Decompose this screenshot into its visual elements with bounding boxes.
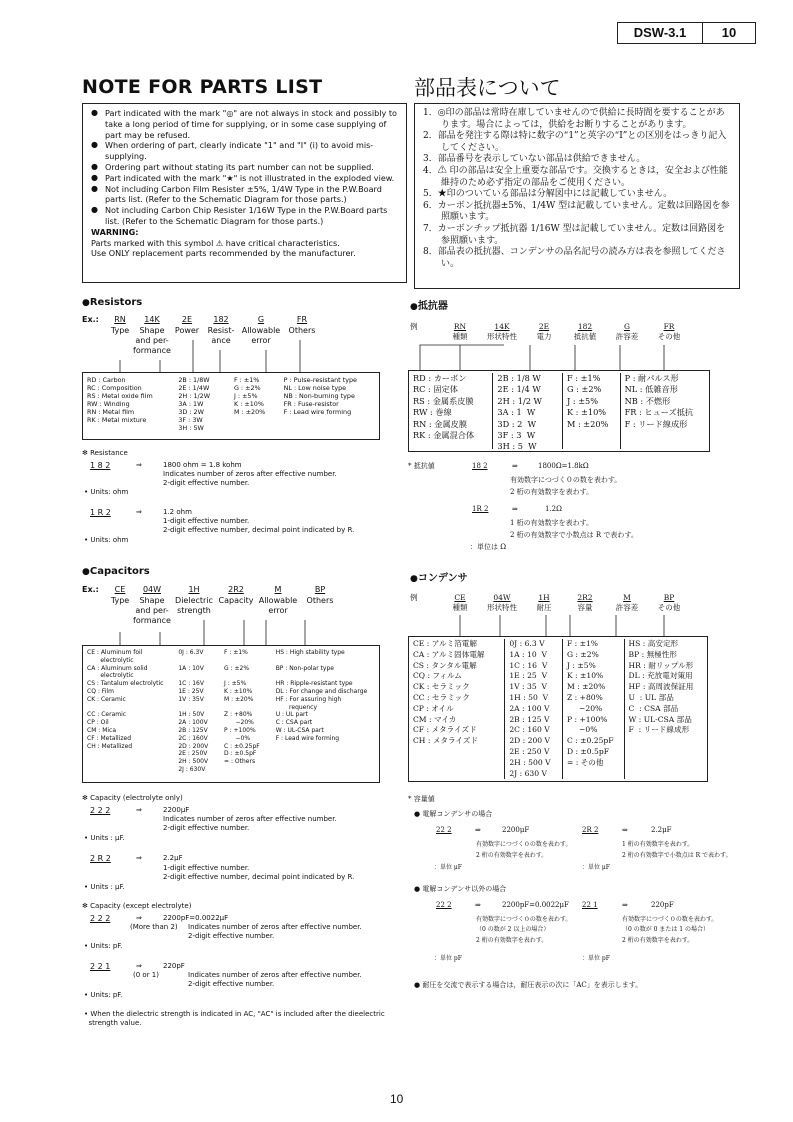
- ac-note-jp: ● 耐圧を交流で表示する場合は，耐圧表示の次に「AC」を表示します。: [414, 981, 643, 989]
- el-title-jp: ● 電解コンデンサの場合: [414, 810, 493, 818]
- nel-title-jp: ● 電解コンデンサ以外の場合: [414, 885, 507, 893]
- capacitor-error-jp: F : ±1% G : ±2% J : ±5% K : ±10% M : ±20% Z : +80% −20% P : +100% −0% C : ±0.25pF D : ±0.5pF = : その他: [562, 639, 624, 779]
- cap-jp-ex1-value: 2200μF: [502, 826, 530, 834]
- capacitor-voltage: 0J : 6.3V 1A : 10V 1C : 16V 1E : 25V 1V : 35V 1H : 50V 2A : 100V 2B : 125V 2C : 160V 2D : 200V 2E : 250V 2H : 500V 2J : 630V: [178, 649, 209, 773]
- cap-jp-ex3-desc1b: （0 の数が 2 以上の場合）: [476, 926, 550, 933]
- code-voltage-jp: 1H: [538, 593, 550, 602]
- code-capacity-jp: 2R2: [577, 593, 593, 602]
- arrow-icon: ⇒: [136, 854, 142, 862]
- label-others: Others: [306, 596, 334, 605]
- code-shape-jp: 14K: [494, 322, 510, 331]
- code-shape-jp: 04W: [493, 593, 511, 602]
- arrow-icon: ⇒: [512, 462, 518, 470]
- label-type-jp: 種類: [452, 603, 468, 612]
- label-capacity-jp: 容量: [577, 603, 593, 612]
- res-ex2-code: 1 R 2: [90, 508, 111, 517]
- cap-jp-ex3-code: 22 2: [436, 901, 452, 909]
- res-ex2-value: 1.2 ohm: [163, 508, 192, 516]
- cap-ex3-more: (More than 2): [130, 923, 178, 931]
- cap-jp-ex3-desc1: 有効数字につづく０の数を表わす。: [476, 916, 572, 923]
- cap-jp-ex1-unit: ：単位 μF: [434, 864, 462, 871]
- resistor-label-row: [82, 326, 322, 356]
- arrow-icon: ⇒: [136, 962, 142, 970]
- cap-jp-ex3-unit: ：単位 pF: [434, 955, 462, 962]
- arrow-icon: ⇒: [475, 901, 481, 909]
- resistor-others-jp: P : 耐パルス形 NL : 低雑音形 NB : 不燃形 FR : ヒューズ抵抗 F : リード線成形: [620, 373, 705, 449]
- code-error-jp: M: [623, 593, 631, 602]
- cap-jp-ex1-desc2: 2 桁の有効数字を表わす。: [476, 852, 548, 859]
- res-jp-ex2-value: 1.2Ω: [545, 505, 562, 513]
- code-error-jp: G: [624, 322, 630, 331]
- cap-ex4-code: 2 2 1: [90, 962, 111, 971]
- code-power-jp: 2E: [538, 322, 550, 331]
- resistor-others: P : Pulse-resistant type NL : Low noise type NB : Non-burning type FR : Fuse-resistor F : Lead wire forming: [283, 376, 357, 416]
- cap-ex1-unit: • Units : μF.: [84, 834, 125, 842]
- warning-label: WARNING:: [91, 226, 139, 237]
- resistor-code-row-jp: [410, 322, 690, 332]
- resistor-label-row-jp: [410, 332, 690, 342]
- res-ex1-desc1: Indicates number of zeros after effective number.: [163, 470, 337, 478]
- code-others: FR: [296, 315, 308, 324]
- res-ex1-unit: • Units: ohm: [84, 488, 129, 496]
- code-error: M: [274, 585, 282, 594]
- code-others-jp: FR: [663, 322, 675, 331]
- cap-ex3-code: 2 2 2: [90, 914, 111, 923]
- ex-label: Ex.:: [82, 585, 99, 594]
- ex-label: Ex.:: [82, 315, 99, 324]
- label-voltage-jp: 耐圧: [536, 603, 552, 612]
- cap-jp-ex4-code: 22 1: [582, 901, 598, 909]
- res-jp-ex2-unit: ：単位は Ω: [470, 543, 507, 551]
- label-others-jp: その他: [657, 603, 681, 612]
- resistor-table-en: [82, 372, 380, 440]
- capacitor-code-row: [82, 585, 340, 595]
- cap-ex2-desc2: 2-digit effective number, decimal point indicated by R.: [163, 873, 355, 881]
- label-error: Allowable error: [241, 326, 281, 345]
- section-capacitors-en: ● Capacitors: [82, 566, 150, 577]
- title-en: NOTE FOR PARTS LIST: [82, 76, 323, 98]
- capacitor-voltage-jp: 0J : 6.3 V 1A : 10 V 1C : 16 V 1E : 25 V 1V : 35 V 1H : 50 V 2A : 100 V 2B : 125 V 2C : 160 V 2D : 200 V 2E : 250 V 2H : 500 V 2J : 630 V: [504, 639, 562, 779]
- cap-ex4-more: (0 or 1): [133, 971, 159, 979]
- cap-jp-ex4-desc1: 有効数字につづく０の数を表わす。: [622, 916, 718, 923]
- note-item-jp: 8．部品表の抵抗器、コンデンサの品名記号の読み方は表を参照してください。: [423, 247, 726, 269]
- label-shape: Shape and per- formance: [133, 596, 171, 625]
- code-type: CE: [114, 585, 126, 594]
- resistor-table-jp: [408, 370, 710, 452]
- resistor-code-row: [82, 315, 322, 325]
- code-power: 2E: [181, 315, 193, 324]
- cap-jp-ex4-value: 220pF: [651, 901, 674, 909]
- ac-note-en: • When the dielectric strength is indicated in AC, "AC" is included after the dieelectric strength value.: [84, 1010, 385, 1027]
- arrow-icon: ⇒: [475, 826, 481, 834]
- res-ex2-desc1: 1-digit effective number.: [163, 517, 250, 525]
- cap-jp-ex1-code: 22 2: [436, 826, 452, 834]
- code-type-jp: RN: [453, 322, 467, 331]
- res-jp-ex1-value: 1800Ω=1.8kΩ: [538, 462, 589, 470]
- section-capacitors-jp: ● コンデンサ: [410, 569, 468, 584]
- label-error: Allowable error: [258, 596, 298, 615]
- res-jp-ex1-desc2: 2 桁の有効数字を表わす。: [510, 488, 594, 496]
- cap-jp-ex4-desc1b: （0 の数が 0 または 1 の場合）: [622, 926, 709, 933]
- note-item: ● Part indicated with the mark "◎" are not always in stock and possibly to take a long period of time for supplying, or in some case supplying of part may be refused.: [91, 108, 398, 140]
- cap-title-jp: * 容量値: [408, 795, 435, 803]
- label-resistance: Resist- ance: [207, 326, 235, 345]
- arrow-icon: ⇒: [622, 901, 628, 909]
- capacitor-types-jp: CE : アルミ箔電解 CA : アルミ固体電解 CS : タンタル電解 CQ : フィルム CK : セラミック CC : セラミック CP : オイル CM : マイカ CF : メタライズド CH : メタライズド: [413, 639, 485, 746]
- res-jp-ex2-code: 1R 2: [472, 505, 489, 513]
- cap-ex3-desc2: 2-digit effective number.: [188, 932, 275, 940]
- code-capacity: 2R2: [228, 585, 244, 594]
- res-jp-ex1-desc1: 有効数字につづく０の数を表わす。: [510, 476, 622, 484]
- label-shape-jp: 形状特性: [487, 332, 517, 341]
- label-type-jp: 種類: [452, 332, 468, 341]
- label-shape: Shape and per- formance: [133, 326, 171, 355]
- res-jp-ex2-desc2: 2 桁の有効数字で小数点は R で表わす。: [510, 531, 638, 539]
- code-others-jp: BP: [663, 593, 675, 602]
- cap-ex2-desc1: 1-digit effective number.: [163, 864, 250, 872]
- note-item: ● Not including Carbon Chip Resister 1/16W Type in the P.W.Board parts list. (Refer to the Schematic Diagram for those parts.): [91, 205, 398, 227]
- note-item-jp: 5．★印のついている部品は分解図中には記載していません。: [423, 189, 673, 200]
- cap-ex2-code: 2 R 2: [90, 854, 111, 863]
- warning-line: Parts marked with this symbol ⚠ have critical characteristics.: [91, 237, 340, 248]
- title-jp: 部品表について: [414, 76, 561, 100]
- resistor-types-jp: RD : カーボン RC : 固定体 RS : 金属系皮膜 RW : 巻線 RN : 金属皮膜 RK : 金属混合体: [413, 373, 475, 441]
- label-capacity: Capacity: [218, 596, 254, 605]
- arrow-icon: ⇒: [622, 826, 628, 834]
- cap-ex2-unit: • Units : μF.: [84, 883, 125, 891]
- note-item-jp: 1．◎印の部品は常時在庫していませんので供給に長時間を要することがあります。場合によっては，供給をお断りすることがあります。: [423, 108, 725, 130]
- code-error: G: [257, 315, 265, 324]
- note-item-jp: 7．カーボンチップ抵抗器 1/16W 型は記載していません。定数は回路図を参照願います。: [423, 223, 726, 246]
- cap-jp-ex2-value: 2.2μF: [651, 826, 672, 834]
- code-type-jp: CE: [454, 593, 466, 602]
- resistor-error-jp: F : ±1% G : ±2% J : ±5% K : ±10% M : ±20%: [562, 373, 620, 449]
- footer-page-number: 10: [390, 1092, 404, 1106]
- resistor-types: RD : Carbon RC : Composition RS : Metal oxide film RW : Winding RN : Metal film RK : Metal mixture: [87, 376, 153, 424]
- arrow-icon: ⇒: [136, 806, 142, 814]
- label-error-jp: 許容差: [615, 332, 639, 341]
- section-resistors-en: ● Resistors: [82, 297, 142, 308]
- cap-ex1-value: 2200μF: [163, 806, 190, 814]
- code-others: BP: [314, 585, 326, 594]
- arrow-icon: ⇒: [136, 914, 142, 922]
- code-voltage: 1H: [188, 585, 200, 594]
- label-others-jp: その他: [657, 332, 681, 341]
- label-resistance-jp: 抵抗値: [573, 332, 597, 341]
- page-number-box: 10: [702, 22, 756, 44]
- doc-id-box: DSW-3.1: [617, 22, 703, 44]
- cap-jp-ex4-unit: ：単位 pF: [582, 955, 610, 962]
- capacitor-others-jp: HS : 高安定形 BP : 無極性形 HR : 耐リップル形 DL : 充放電対策用 HF : 高周波保証用 U : UL 部品 C : CSA 部品 W : UL-CSA 部品 F : リード線成形: [624, 639, 703, 779]
- cap-ex4-value: 220pF: [163, 962, 185, 970]
- label-others: Others: [288, 326, 316, 335]
- note-item-jp: 6．カーボン抵抗器±5%、1/4W 型は記載していません。定数は回路図を参照願います。: [423, 200, 730, 223]
- cap-jp-ex3-value: 2200pF=0.0022μF: [502, 901, 569, 909]
- code-resistance-jp: 182: [577, 322, 593, 331]
- label-voltage: Dielectric strength: [175, 596, 213, 615]
- note-item: ● Ordering part without stating its part number can not be supplied.: [91, 162, 398, 173]
- label-error-jp: 許容差: [615, 603, 639, 612]
- code-shape: 14K: [144, 315, 160, 324]
- res-ex2-unit: • Units: ohm: [84, 536, 129, 544]
- resistor-power-jp: 2B : 1/8 W 2E : 1/4 W 2H : 1/2 W 3A : 1 W 3D : 2 W 3F : 3 W 3H : 5 W: [492, 373, 562, 449]
- capacitor-label-row-jp: [410, 603, 690, 613]
- cap-ex1-desc2: 2-digit effective number.: [163, 824, 250, 832]
- capacitor-code-row-jp: [410, 593, 690, 603]
- cap-ex-title: ✻ Capacity (except electrolyte): [82, 902, 192, 910]
- section-resistors-jp: ● 抵抗器: [410, 297, 448, 312]
- res-jp-ex2-desc1: 1 桁の有効数字を表わす。: [510, 519, 594, 527]
- ex-label-jp: 例: [410, 593, 418, 602]
- label-type: Type: [110, 326, 130, 335]
- res-ex1-value: 1800 ohm = 1.8 kohm: [163, 461, 242, 469]
- note-item: ● Not including Carbon Film Resister ±5%, 1/4W Type in the P.W.Board parts list. (Refer to the Schematic Diagram for those parts.): [91, 184, 398, 206]
- cap-ex2-value: 2.2μF: [163, 854, 183, 862]
- arrow-icon: ⇒: [136, 508, 142, 516]
- res-ex1-desc2: 2-digit effective number.: [163, 479, 250, 487]
- cap-ex3-desc1: Indicates number of zeros after effective number.: [188, 923, 362, 931]
- note-box-jp: [414, 103, 740, 289]
- cap-jp-ex4-desc2: 2 桁の有効数字を表わす。: [622, 937, 694, 944]
- cap-ex1-code: 2 2 2: [90, 806, 111, 815]
- res-jp-ex1-code: 18 2: [472, 462, 488, 470]
- cap-ex1-desc1: Indicates number of zeros after effective number.: [163, 815, 337, 823]
- label-power: Power: [174, 326, 200, 335]
- res-ex2-desc2: 2-digit effective number, decimal point indicated by R.: [163, 526, 355, 534]
- cap-jp-ex2-desc1: 1 桁の有効数字を表わす。: [622, 841, 694, 848]
- ex-label-jp: 例: [410, 322, 418, 331]
- note-box-en: [82, 103, 407, 283]
- warning-line: Use ONLY replacement parts recommended by the manufacturer.: [91, 248, 356, 259]
- code-type: RN: [114, 315, 126, 324]
- note-item-jp: 3．部品番号を表示していない部品は供給できません。: [423, 154, 646, 165]
- cap-el-title: ✻ Capacity (electrolyte only): [82, 794, 183, 802]
- cap-ex4-desc1: Indicates number of zeros after effective number.: [188, 971, 362, 979]
- arrow-icon: ⇒: [136, 461, 142, 469]
- label-type: Type: [110, 596, 130, 605]
- note-item: ● When ordering of part, clearly indicate "1" and "I" (i) to avoid mis-supplying.: [91, 140, 398, 162]
- capacitor-others: HS : High stability type BP : Non-polar type HR : Ripple-resistant type DL : For change and discharge HF : For assuring high requency U : UL part C : CSA part W : UL-CSA part F : Lead wire forming: [275, 649, 368, 742]
- cap-jp-ex1-desc1: 有効数字につづく０の数を表わす。: [476, 841, 572, 848]
- label-shape-jp: 形状特性: [487, 603, 517, 612]
- capacitor-label-row: [82, 596, 340, 626]
- capacitor-table-jp: [408, 636, 708, 782]
- res-ex1-code: 1 8 2: [90, 461, 111, 470]
- cap-ex4-unit: • Units: pF.: [84, 991, 123, 999]
- capacitor-table-en: [82, 645, 380, 783]
- cap-jp-ex3-desc2: 2 桁の有効数字を表わす。: [476, 937, 548, 944]
- capacitor-types: CE : Aluminum foil electrolytic CA : Aluminum solid electrolytic CS : Tantalum electrolytic CQ : Film CK : Ceramic CC : Ceramic CP : Oil CM : Mica CF : Metallized CH : Metallized: [87, 649, 164, 750]
- note-item: ● Part indicated with the mark "★" is not illustrated in the exploded view.: [91, 173, 398, 184]
- cap-ex3-value: 2200pF=0.0022μF: [163, 914, 229, 922]
- cap-jp-ex2-code: 2R 2: [582, 826, 599, 834]
- cap-jp-ex2-desc2: 2 桁の有効数字で小数点は R で表わす。: [622, 852, 732, 859]
- capacitor-error: F : ±1% G : ±2% J : ±5% K : ±10% M : ±20% Z : +80% −20% P : +100% −0% C : ±0.25pF D : ±0.5pF = : Others: [224, 649, 260, 766]
- cap-jp-ex2-unit: ：単位 μF: [582, 864, 610, 871]
- code-shape: 04W: [142, 585, 162, 594]
- note-item-jp: 4．⚠ 印の部品は安全上重要な部品です。交換するときは，安全および性能維持のため必ず指定の部品をご使用ください。: [423, 165, 728, 188]
- label-power-jp: 電力: [536, 332, 552, 341]
- cap-ex4-desc2: 2-digit effective number.: [188, 980, 275, 988]
- resistor-error: F : ±1% G : ±2% J : ±5% K : ±10% M : ±20%: [233, 376, 266, 416]
- resistance-title: ✻ Resistance: [82, 449, 128, 457]
- resistance-title-jp: * 抵抗値: [408, 462, 435, 470]
- cap-ex3-unit: • Units: pF.: [84, 942, 123, 950]
- note-item-jp: 2．部品を発注する際は特に数字の“1”と英字の“I”との区別をはっきり記入してください。: [423, 131, 727, 153]
- arrow-icon: ⇒: [512, 505, 518, 513]
- code-resistance: 182: [213, 315, 229, 324]
- resistor-power: 2B : 1/8W 2E : 1/4W 2H : 1/2W 3A : 1W 3D : 2W 3F : 3W 3H : 5W: [178, 376, 211, 432]
